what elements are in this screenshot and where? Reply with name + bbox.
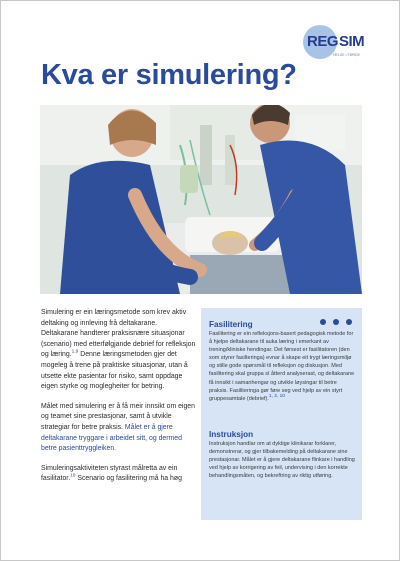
facilitator-paragraph: Simuleringsaktiviteten styrast målretta av ein fasilitator.$^{10}$ Scenario og fasilitering må ha høg — [41, 464, 182, 483]
facilitation-section — [209, 320, 357, 403]
instruction-text: Instruksjon handlar om at dyktige klinikarar forklarer, demonstrerar, og gjer tilbakemelding på deltakarane sine prestasjonar. Målet er å gjere deltakarane flinkare i handling ved hjelp av korrigering av feil, undervising i den korrekte behandlingsmåten, og bekreftring av riktig utføring. — [209, 441, 355, 480]
reference-marker: 1, 2, 10 — [268, 393, 285, 399]
regsim-logo — [303, 23, 365, 63]
facilitation-heading: Fasilitering — [209, 320, 253, 329]
logo-reg-text: REG — [307, 33, 339, 50]
simulation-photo — [40, 105, 362, 294]
facilitation-text: Fasilitering er ein refleksjons-basert pedagogisk metode for å hjelpe deltakarane til auka læring i emerkant av trening/kliniske hendingar. Det førsest er fasilitatoren (den som styrer fasilteringa) evnar å skape eit trygt læringsmiljø og stille gode spørsmål til refleksjon og diskusjon. Med fasilitering skal gruppa sì åtterd analyserast, og deltakarane få innsikt i samanhengar og utvikle løysingar til betre praksis. Fasiliteringa gør føre seg ved hjelp av ein styrt gruppesamtale (debrief).1, 2, 10 — [209, 331, 355, 402]
reference-marker: 10 — [70, 474, 76, 480]
page-title: Kva er simulering? — [41, 59, 297, 91]
main-text-column — [41, 308, 196, 494]
intro-paragraph: Simulering er ein læringsmetode som krev aktiv deltaking og innleving frå deltakarane. Deltakarane handterer praksisnære situasjonar (scenario) med etterfølgjande debrief for refleksjon og læring.$^{1,9}$ Denne læringsmetoden gjer det mogeleg å trene på praktiske situasjonar, utan å utsette ekte pasientar for risiko, samt oppdage eigen styrke og moglegheiter for betring. — [41, 309, 196, 391]
logo-sim-text: SIM — [339, 33, 365, 50]
instruction-section — [209, 430, 357, 480]
instruction-heading: Instruksjon — [209, 430, 254, 439]
info-box — [201, 308, 362, 520]
goal-highlight: Målet er å gjere deltakarane tryggare i arbeidet sitt, og dermed betre pasienttryggleiken. — [41, 423, 182, 453]
reference-marker: 1,9 — [71, 350, 79, 356]
simulation-photo-illustration — [40, 105, 362, 294]
goal-paragraph: Målet med simulering er å få meir innsikt om eigen og teamet sine prestasjonar, samt å utvikle strategiar for betre praksis. Målet er å gjere deltakarane tryggare i arbeidet sitt, og dermed betre pasienttryggleiken. — [41, 402, 195, 453]
logo-tagline: HELSE • FØRDE — [333, 53, 360, 57]
